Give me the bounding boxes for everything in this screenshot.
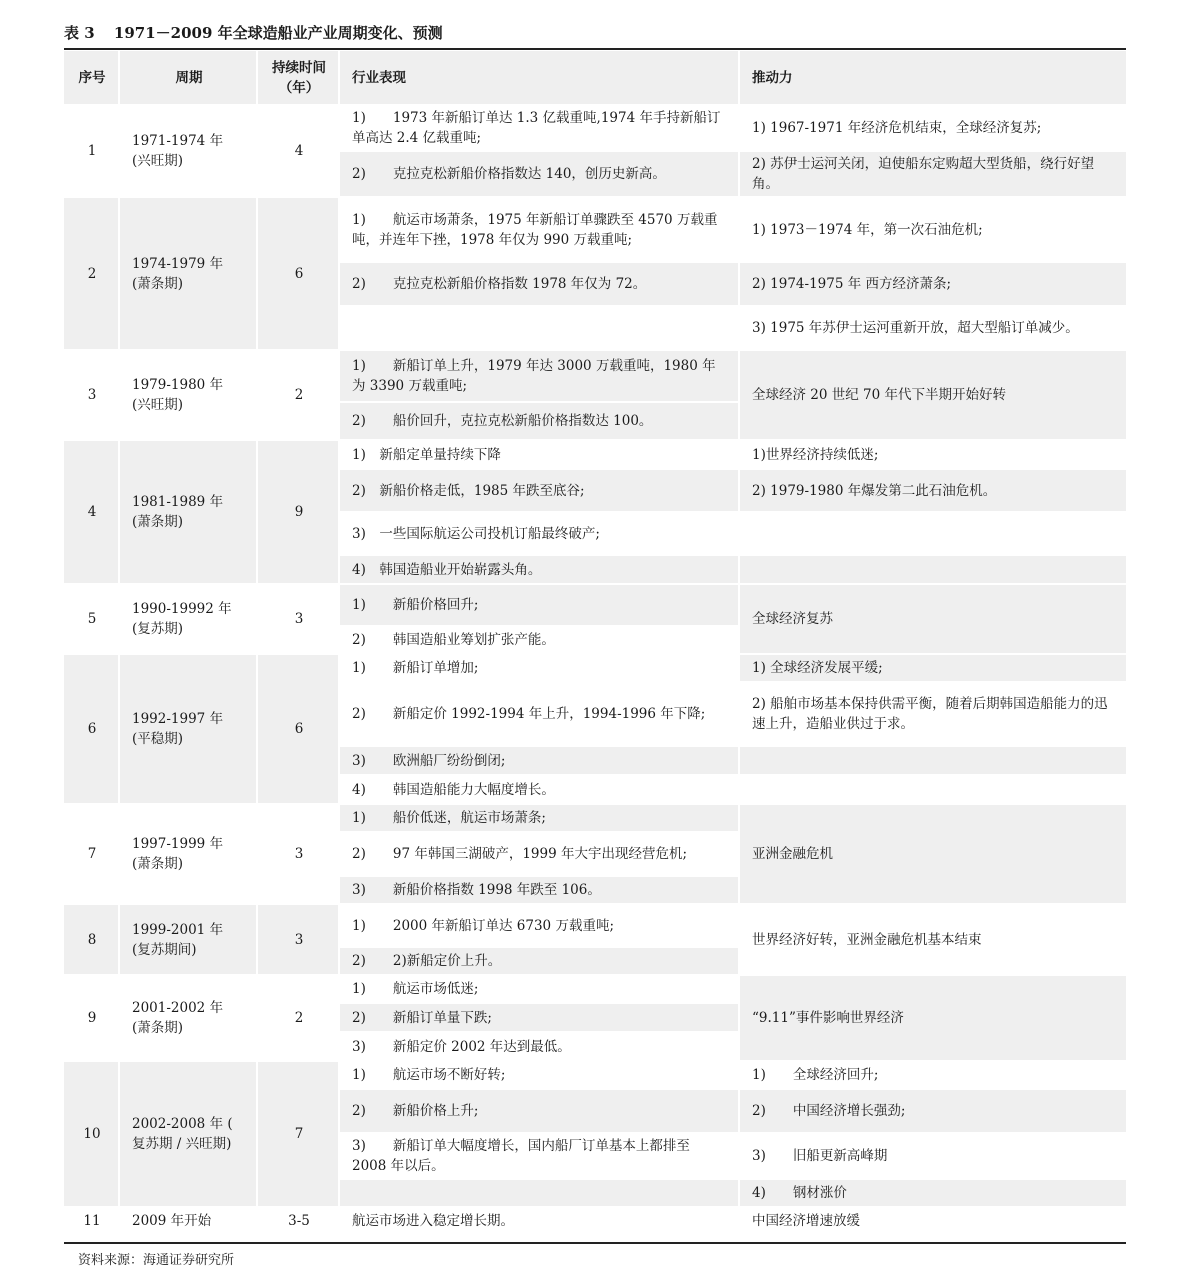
table-title: 1971－2009 年全球造船业产业周期变化、预测 [113, 24, 443, 42]
table-number: 表 3 [64, 24, 95, 42]
table-row [64, 441, 1126, 470]
table-row [64, 585, 1126, 627]
row-duration: 6 [258, 198, 340, 351]
performance-item: 4) 韩国造船能力大幅度增长。 [340, 776, 740, 805]
source-note: 资料来源：海通证券研究所 [78, 1253, 235, 1268]
performance-empty [340, 307, 740, 351]
driver-item: 全球经济复苏 [740, 585, 1126, 655]
row-no: 1 [64, 106, 120, 198]
performance-item: 1) 新船价格回升; [340, 585, 740, 627]
driver-item: 亚洲金融危机 [740, 805, 1126, 905]
row-duration: 4 [258, 106, 340, 198]
driver-empty [740, 747, 1126, 776]
row-period: 1990-19992 年 (复苏期) [120, 585, 258, 655]
driver-item: 4) 钢材涨价 [740, 1180, 1126, 1208]
driver-item: 世界经济好转，亚洲金融危机基本结束 [740, 905, 1126, 976]
row-period: 1981-1989 年 (萧条期) [120, 441, 258, 585]
row-period: 1997-1999 年 (萧条期) [120, 805, 258, 905]
driver-empty [740, 776, 1126, 805]
performance-item: 3) 一些国际航运公司投机订船最终破产; [340, 513, 740, 556]
row-no: 7 [64, 805, 120, 905]
row-period: 2001-2002 年 (萧条期) [120, 976, 258, 1062]
performance-item: 1) 2000 年新船订单达 6730 万载重吨; [340, 905, 740, 948]
row-period: 2009 年开始 [120, 1208, 258, 1235]
row-period: 1992-1997 年 (平稳期) [120, 655, 258, 805]
performance-item: 4) 韩国造船业开始崭露头角。 [340, 556, 740, 585]
performance-item: 2) 97 年韩国三湖破产，1999 年大宇出现经营危机; [340, 833, 740, 877]
header-no: 序号 [64, 51, 120, 106]
table-row [64, 106, 1126, 152]
performance-item: 1) 新船订单上升，1979 年达 3000 万载重吨，1980 年为 3390 万载重吨; [340, 351, 740, 403]
performance-item: 1) 航运市场低迷; [340, 976, 740, 1004]
row-duration: 3 [258, 905, 340, 976]
performance-item: 2) 韩国造船业筹划扩张产能。 [340, 627, 740, 655]
driver-item: 2) 苏伊士运河关闭，迫使船东定购超大型货船，绕行好望角。 [740, 152, 1126, 198]
row-period: 2002-2008 年 ( 复苏期 / 兴旺期) [120, 1062, 258, 1208]
row-no: 5 [64, 585, 120, 655]
row-no: 3 [64, 351, 120, 441]
performance-item: 3) 新船价格指数 1998 年跌至 106。 [340, 877, 740, 905]
table-row [64, 976, 1126, 1004]
driver-item: 2) 1974-1975 年 西方经济萧条; [740, 263, 1126, 307]
row-no: 4 [64, 441, 120, 585]
performance-item: 3) 欧洲船厂纷纷倒闭; [340, 747, 740, 776]
performance-item: 1) 新船定单量持续下降 [340, 441, 740, 470]
driver-item: 3) 1975 年苏伊士运河重新开放，超大型船订单减少。 [740, 307, 1126, 351]
header-duration: 持续时间（年） [258, 51, 340, 106]
row-duration: 2 [258, 351, 340, 441]
performance-item: 2) 新船价格上升; [340, 1090, 740, 1134]
performance-item: 2) 克拉克松新船价格指数达 140，创历史新高。 [340, 152, 740, 198]
performance-item: 2) 新船定价 1992-1994 年上升，1994-1996 年下降; [340, 683, 740, 747]
performance-item: 2) 2)新船定价上升。 [340, 948, 740, 976]
row-period: 1974-1979 年 (萧条期) [120, 198, 258, 351]
shipbuilding-cycle-table [64, 51, 1126, 1235]
header-performance: 行业表现 [340, 51, 740, 106]
row-no: 6 [64, 655, 120, 805]
performance-item: 航运市场进入稳定增长期。 [340, 1208, 740, 1235]
table-row [64, 1062, 1126, 1090]
driver-item: 全球经济 20 世纪 70 年代下半期开始好转 [740, 351, 1126, 441]
performance-item: 2) 新船价格走低，1985 年跌至底谷; [340, 470, 740, 513]
table-row [64, 805, 1126, 833]
driver-empty [740, 556, 1126, 585]
table-row [64, 1208, 1126, 1235]
table-caption [64, 22, 443, 43]
driver-item: 1) 1967-1971 年经济危机结束，全球经济复苏; [740, 106, 1126, 152]
row-no: 10 [64, 1062, 120, 1208]
table-row [64, 655, 1126, 683]
performance-item: 1) 船价低迷，航运市场萧条; [340, 805, 740, 833]
row-no: 2 [64, 198, 120, 351]
table-row [64, 905, 1126, 948]
driver-item: 2) 1979-1980 年爆发第二此石油危机。 [740, 470, 1126, 513]
driver-item: 2) 中国经济增长强劲; [740, 1090, 1126, 1134]
driver-item: 1) 1973－1974 年，第一次石油危机; [740, 198, 1126, 263]
bottom-rule [64, 1242, 1126, 1244]
header-period: 周期 [120, 51, 258, 106]
driver-item: 中国经济增速放缓 [740, 1208, 1126, 1235]
row-no: 11 [64, 1208, 120, 1235]
header-drivers: 推动力 [740, 51, 1126, 106]
row-duration: 3 [258, 805, 340, 905]
row-period: 1979-1980 年 (兴旺期) [120, 351, 258, 441]
row-duration: 2 [258, 976, 340, 1062]
driver-empty [740, 513, 1126, 556]
driver-item: 2) 船舶市场基本保持供需平衡，随着后期韩国造船能力的迅速上升，造船业供过于求。 [740, 683, 1126, 747]
row-duration: 3-5 [258, 1208, 340, 1235]
driver-item: 1) 全球经济回升; [740, 1062, 1126, 1090]
row-period: 1999-2001 年 (复苏期间) [120, 905, 258, 976]
driver-item: 1) 全球经济发展平缓; [740, 655, 1126, 683]
performance-item: 3) 新船定价 2002 年达到最低。 [340, 1033, 740, 1062]
row-duration: 6 [258, 655, 340, 805]
table-row [64, 198, 1126, 263]
performance-item: 2) 新船订单量下跌; [340, 1004, 740, 1033]
row-no: 8 [64, 905, 120, 976]
performance-item: 1) 航运市场不断好转; [340, 1062, 740, 1090]
performance-empty [340, 1180, 740, 1208]
table-row [64, 351, 1126, 403]
header-row [64, 51, 1126, 106]
driver-item: “9.11”事件影响世界经济 [740, 976, 1126, 1062]
performance-item: 2) 船价回升，克拉克松新船价格指数达 100。 [340, 403, 740, 441]
row-period: 1971-1974 年 (兴旺期) [120, 106, 258, 198]
top-rule [64, 48, 1126, 50]
performance-item: 3) 新船订单大幅度增长，国内船厂订单基本上都排至 2008 年以后。 [340, 1134, 740, 1180]
performance-item: 2) 克拉克松新船价格指数 1978 年仅为 72。 [340, 263, 740, 307]
performance-item: 1) 1973 年新船订单达 1.3 亿载重吨,1974 年手持新船订单高达 2.4 亿载重吨; [340, 106, 740, 152]
performance-item: 1) 航运市场萧条，1975 年新船订单骤跌至 4570 万载重吨，并连年下挫，1978 年仅为 990 万载重吨; [340, 198, 740, 263]
performance-item: 1) 新船订单增加; [340, 655, 740, 683]
driver-item: 3) 旧船更新高峰期 [740, 1134, 1126, 1180]
row-duration: 7 [258, 1062, 340, 1208]
row-duration: 3 [258, 585, 340, 655]
row-duration: 9 [258, 441, 340, 585]
driver-item: 1)世界经济持续低迷; [740, 441, 1126, 470]
row-no: 9 [64, 976, 120, 1062]
